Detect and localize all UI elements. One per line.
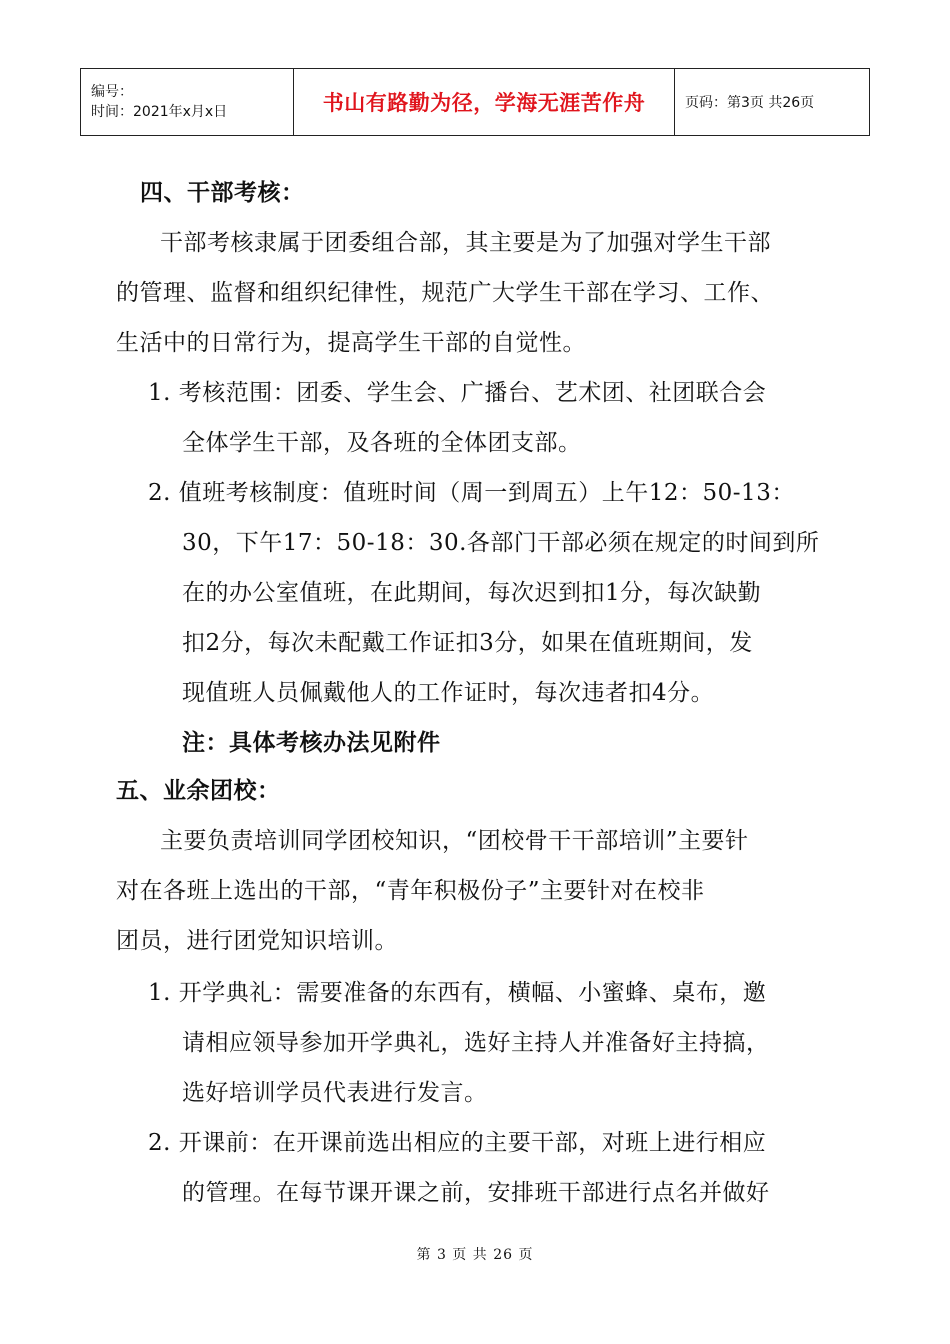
list-item-continuation: 在的办公室值班，在此期间，每次迟到扣1分，每次缺勤	[182, 580, 762, 606]
number-label: 编号：	[91, 84, 133, 100]
section-heading: 五、业余团校：	[116, 777, 281, 804]
paragraph-line: 对在各班上选出的干部，“青年积极份子”主要针对在校非	[116, 878, 705, 904]
paragraph-line: 团员，进行团党知识培训。	[116, 928, 398, 954]
list-item-continuation: 全体学生干部，及各班的全体团支部。	[182, 430, 582, 456]
list-item-continuation: 选好培训学员代表进行发言。	[182, 1080, 488, 1106]
list-item-continuation: 扣2分，每次未配戴工作证扣3分，如果在值班期间，发	[182, 630, 753, 656]
list-item-continuation: 的管理。在每节课开课之前，安排班干部进行点名并做好	[182, 1180, 770, 1206]
section-heading: 四、干部考核：	[140, 179, 305, 206]
list-item: 2. 开课前：在开课前选出相应的主要干部，对班上进行相应	[148, 1130, 767, 1156]
list-item: 1. 开学典礼：需要准备的东西有，横幅、小蜜蜂、桌布，邀	[148, 980, 767, 1006]
header-info-cell	[81, 69, 294, 136]
page-code: 页码：第3页 共26页	[675, 69, 870, 136]
list-item-continuation: 现值班人员佩戴他人的工作证时，每次违者扣4分。	[182, 680, 715, 706]
paragraph-line: 主要负责培训同学团校知识，“团校骨干干部培训”主要针	[160, 828, 749, 854]
page-footer: 第 3 页 共 26 页	[416, 1247, 534, 1263]
list-item: 2. 值班考核制度：值班时间（周一到周五）上午12：50-13：	[148, 480, 795, 506]
paragraph-line: 生活中的日常行为，提高学生干部的自觉性。	[116, 330, 586, 356]
date-line: 时间：2021年x月x日	[91, 104, 228, 120]
list-item: 1. 考核范围：团委、学生会、广播台、艺术团、社团联合会	[148, 380, 767, 406]
list-item-continuation: 请相应领导参加开学典礼，选好主持人并准备好主持搞，	[182, 1030, 770, 1056]
paragraph-line: 的管理、监督和组织纪律性，规范广大学生干部在学习、工作、	[116, 280, 774, 306]
page-header	[80, 68, 870, 136]
paragraph-line: 干部考核隶属于团委组合部，其主要是为了加强对学生干部	[160, 230, 771, 256]
motto: 书山有路勤为径，学海无涯苦作舟	[294, 69, 675, 136]
note: 注：具体考核办法见附件	[182, 729, 441, 756]
list-item-continuation: 30，下午17：50-18：30.各部门干部必须在规定的时间到所	[182, 530, 820, 556]
